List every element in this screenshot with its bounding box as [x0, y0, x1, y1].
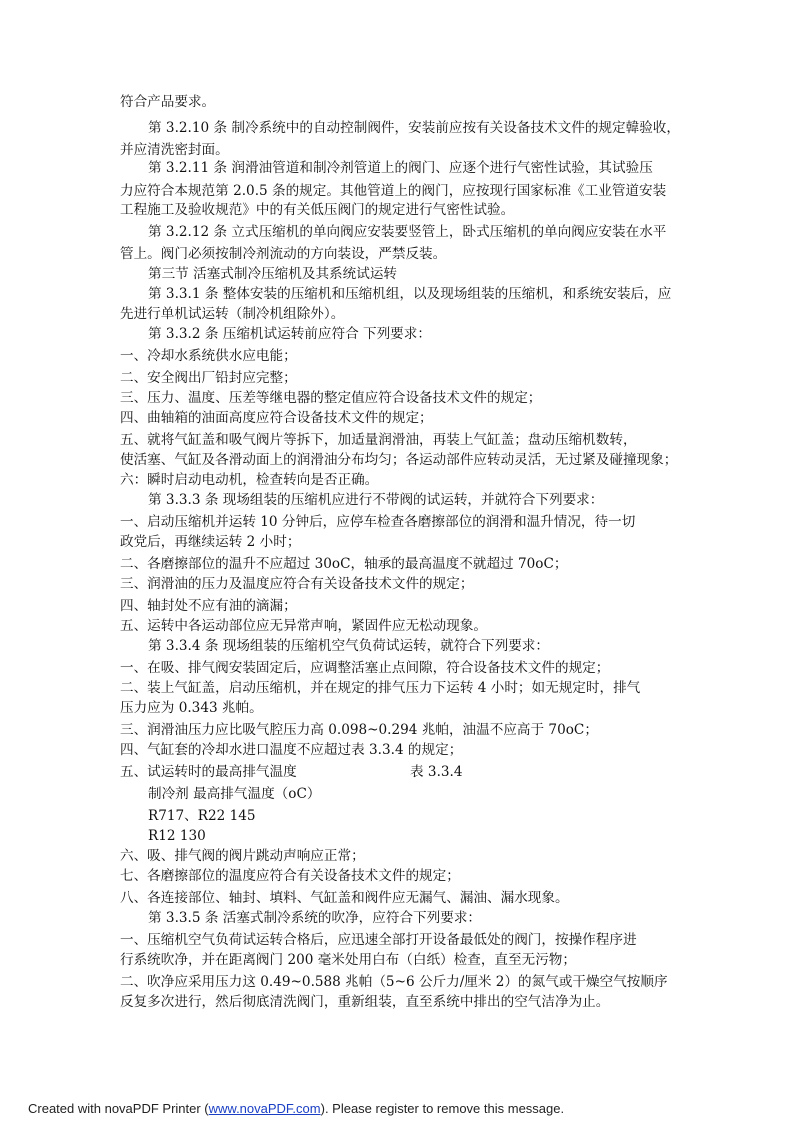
text-line: 二、吹净应采用压力这 0.49~0.588 兆帕（5~6 公斤力/厘米 2）的氮气或干燥空气按顺序	[120, 974, 668, 990]
text-line: 五、运转中各运动部位应无异常声响，紧固件应无松动现象。	[120, 618, 488, 634]
text-line: 四、气缸套的冷却水进口温度不应超过表 3.3.4 的规定；	[120, 742, 463, 758]
table-header: 制冷剂 最高排气温度（oC）	[148, 786, 321, 802]
text-line: 第 3.2.11 条 润滑油管道和制冷剂管道上的阀门、应逐个进行气密性试验，其试验压	[148, 160, 653, 176]
text-line: 一、在吸、排气阀安装固定后，应调整活塞止点间隙，符合设备技术文件的规定；	[120, 660, 610, 676]
text-line: 二、装上气缸盖，启动压缩机，并在规定的排气压力下运转 4 小时；如无规定时，排气	[120, 680, 641, 696]
text-line: 六：瞬时启动电动机，检查转向是否正确。	[120, 472, 379, 488]
text-line: 七、各磨擦部位的温度应符合有关设备技术文件的规定；	[120, 868, 460, 884]
watermark-footer	[28, 1101, 564, 1116]
text-line: 政党后，再继续运转 2 小时；	[120, 534, 301, 550]
text-line: 力应符合本规范第 2.0.5 条的规定。其他管道上的阀门，应按现行国家标准《工业管道安装	[120, 183, 667, 199]
text-line: 行系统吹净，并在距离阀门 200 毫米处用白布（白纸）检查，直至无污物；	[120, 952, 576, 968]
text-line: 三、润滑油压力应比吸气腔压力高 0.098~0.294 兆帕，油温不应高于 70oC；	[120, 722, 598, 738]
text-line: 使活塞、气缸及各滑动面上的润滑油分布均匀；各运动部件应转动灵活，无过紧及碰撞现象；	[120, 452, 678, 468]
text-line: 一、启动压缩机并运转 10 分钟后，应停车检查各磨擦部位的润滑和温升情况，待一切	[120, 514, 636, 530]
text-line: 第 3.3.1 条 整体安装的压缩机和压缩机组，以及现场组装的压缩机，和系统安装后，应	[148, 286, 672, 302]
text-line: 四、曲轴箱的油面高度应符合设备技术文件的规定；	[120, 410, 433, 426]
text-line: 一、压缩机空气负荷试运转合格后，应迅速全部打开设备最低处的阀门，按操作程序进	[120, 932, 637, 948]
section-heading: 第三节 活塞式制冷压缩机及其系统试运转	[148, 266, 398, 282]
text-line: 第 3.3.4 条 现场组装的压缩机空气负荷试运转，就符合下列要求：	[148, 638, 549, 654]
text-line: 二、各磨擦部位的温升不应超过 30oC，轴承的最高温度不就超过 70oC；	[120, 556, 568, 572]
text-line: 五、就将气缸盖和吸气阀片等拆下，加适量润滑油，再装上气缸盖；盘动压缩机数转，	[120, 432, 637, 448]
text-line: 反复多次进行，然后彻底清洗阀门，重新组装，直至系统中排出的空气洁净为止。	[120, 994, 610, 1010]
text-line: 五、试运转时的最高排气温度	[120, 764, 297, 780]
text-line: 四、轴封处不应有油的滴漏；	[120, 598, 297, 614]
text-line: 先进行单机试运转（制冷机组除外）。	[120, 306, 345, 322]
text-line: 三、压力、温度、压差等继电器的整定值应符合设备技术文件的规定；	[120, 390, 542, 406]
text-line: 压力应为 0.343 兆帕。	[120, 700, 263, 716]
text-line: 第 3.3.5 条 活塞式制冷系统的吹净，应符合下列要求：	[148, 910, 482, 926]
text-line: 符合产品要求。	[120, 94, 216, 110]
footer-suffix: ). Please register to remove this message.	[320, 1101, 565, 1116]
text-line: 六、吸、排气阀的阀片跳动声响应正常；	[120, 848, 365, 864]
text-line: 管上。阀门必须按制冷剂流动的方向装设，严禁反装。	[120, 246, 447, 262]
footer-link[interactable]: www.novaPDF.com	[208, 1101, 321, 1116]
text-line: 工程施工及验收规范》中的有关低压阀门的规定进行气密性试验。	[120, 202, 515, 218]
table-row: R12 130	[148, 828, 206, 844]
text-line: 第 3.3.2 条 压缩机试运转前应符合 下列要求：	[148, 326, 431, 342]
text-line: 三、润滑油的压力及温度应符合有关设备技术文件的规定；	[120, 576, 474, 592]
table-row: R717、R22 145	[148, 808, 256, 824]
text-line: 第 3.3.3 条 现场组装的压缩机应进行不带阀的试运转，并就符合下列要求：	[148, 492, 604, 508]
table-caption: 表 3.3.4	[410, 764, 463, 780]
text-line: 第 3.2.10 条 制冷系统中的自动控制阀件，安装前应按有关设备技术文件的规定韓验收，	[148, 120, 680, 136]
text-line: 并应清洗密封面。	[120, 142, 229, 158]
footer-prefix: Created with novaPDF Printer (	[28, 1101, 209, 1116]
text-line: 八、各连接部位、轴封、填料、气缸盖和阀件应无漏气、漏油、漏水现象。	[120, 890, 569, 906]
text-line: 二、安全阀出厂铅封应完整；	[120, 370, 297, 386]
text-line: 一、冷却水系统供水应电能；	[120, 348, 297, 364]
text-line: 第 3.2.12 条 立式压缩机的单向阀应安装要竖管上，卧式压缩机的单向阀应安装在水平	[148, 224, 667, 240]
